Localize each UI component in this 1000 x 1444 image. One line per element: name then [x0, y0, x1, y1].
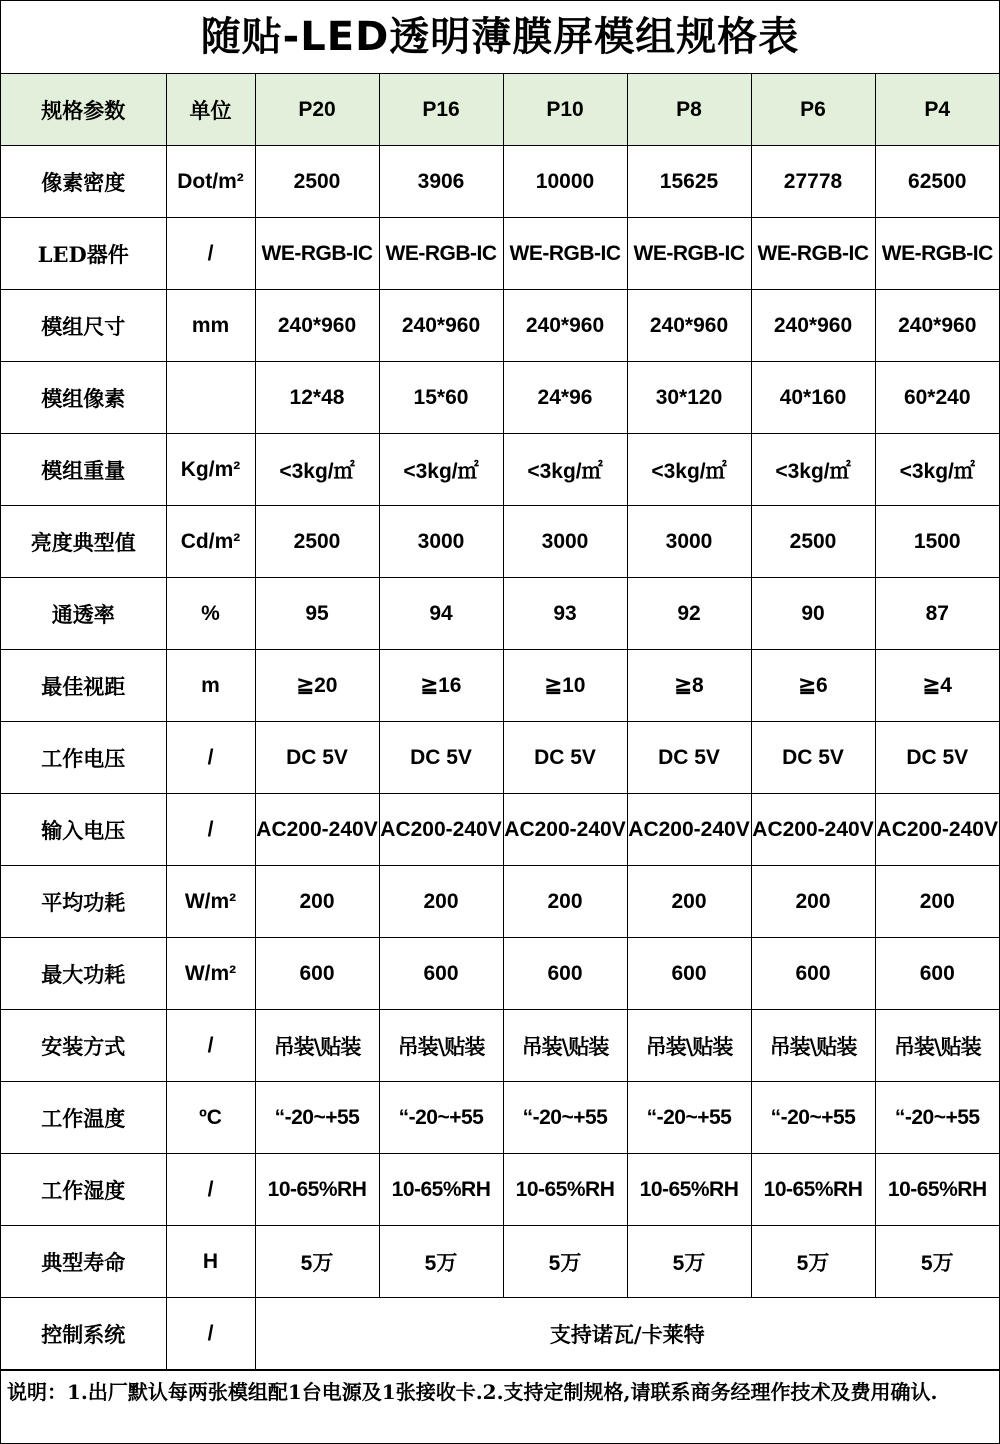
unit-cell: mm [166, 290, 255, 362]
value-cell: 200 [379, 866, 503, 938]
value-cell: DC 5V [627, 722, 751, 794]
value-cell: <3kg/㎡ [875, 434, 999, 506]
table-row [1, 146, 999, 218]
table-row [1, 938, 999, 1010]
table-row [1, 866, 999, 938]
value-cell: 5万 [379, 1226, 503, 1298]
value-cell: 2500 [751, 506, 875, 578]
param-label: 典型寿命 [1, 1226, 166, 1298]
value-cell: ≧4 [875, 650, 999, 722]
value-cell: 10-65%RH [751, 1154, 875, 1226]
table-row [1, 362, 999, 434]
param-label: 最佳视距 [1, 650, 166, 722]
unit-cell: Dot/m² [166, 146, 255, 218]
value-cell: 吊装\贴装 [255, 1010, 379, 1082]
value-cell: 200 [751, 866, 875, 938]
value-cell: 10-65%RH [503, 1154, 627, 1226]
value-cell: DC 5V [255, 722, 379, 794]
value-cell: <3kg/㎡ [627, 434, 751, 506]
table-row [1, 506, 999, 578]
value-cell: AC200-240V [503, 794, 627, 866]
value-cell: WE-RGB-IC [503, 218, 627, 290]
header-model: P6 [751, 74, 875, 146]
value-cell: “-20~+55 [875, 1082, 999, 1154]
control-system-row [1, 1298, 999, 1370]
value-cell: 600 [379, 938, 503, 1010]
value-cell: 吊装\贴装 [503, 1010, 627, 1082]
value-cell: 92 [627, 578, 751, 650]
value-cell: 200 [875, 866, 999, 938]
value-cell: AC200-240V [875, 794, 999, 866]
value-cell: “-20~+55 [379, 1082, 503, 1154]
value-cell: <3kg/㎡ [503, 434, 627, 506]
header-model: P8 [627, 74, 751, 146]
value-cell: <3kg/㎡ [255, 434, 379, 506]
value-cell: 200 [503, 866, 627, 938]
value-cell: 3000 [379, 506, 503, 578]
value-cell: 30*120 [627, 362, 751, 434]
value-cell: 3000 [503, 506, 627, 578]
param-label: 模组像素 [1, 362, 166, 434]
value-cell: 240*960 [379, 290, 503, 362]
value-cell: 87 [875, 578, 999, 650]
value-cell: 3906 [379, 146, 503, 218]
header-model: P16 [379, 74, 503, 146]
value-cell: AC200-240V [255, 794, 379, 866]
value-cell: 10-65%RH [875, 1154, 999, 1226]
param-label: 最大功耗 [1, 938, 166, 1010]
unit-cell: ºC [166, 1082, 255, 1154]
table-row [1, 1226, 999, 1298]
unit-cell [166, 362, 255, 434]
value-cell: 27778 [751, 146, 875, 218]
value-cell: 60*240 [875, 362, 999, 434]
value-cell: 15*60 [379, 362, 503, 434]
table-row [1, 1010, 999, 1082]
param-label: 通透率 [1, 578, 166, 650]
unit-cell: m [166, 650, 255, 722]
unit-cell: / [166, 1154, 255, 1226]
value-cell: 40*160 [751, 362, 875, 434]
table-row [1, 434, 999, 506]
value-cell: 240*960 [503, 290, 627, 362]
unit-cell: % [166, 578, 255, 650]
value-cell: DC 5V [503, 722, 627, 794]
value-cell: 90 [751, 578, 875, 650]
table-row [1, 794, 999, 866]
value-cell: 240*960 [751, 290, 875, 362]
value-cell: 10000 [503, 146, 627, 218]
param-label: 平均功耗 [1, 866, 166, 938]
value-cell: DC 5V [751, 722, 875, 794]
value-cell: 600 [255, 938, 379, 1010]
header-model: P10 [503, 74, 627, 146]
param-label: 工作电压 [1, 722, 166, 794]
value-cell: 吊装\贴装 [379, 1010, 503, 1082]
unit-cell: Cd/m² [166, 506, 255, 578]
header-model: P4 [875, 74, 999, 146]
value-cell: ≧6 [751, 650, 875, 722]
value-cell: WE-RGB-IC [379, 218, 503, 290]
value-cell: ≧10 [503, 650, 627, 722]
header-param: 规格参数 [1, 74, 166, 146]
value-cell: 5万 [503, 1226, 627, 1298]
value-cell: AC200-240V [627, 794, 751, 866]
value-cell: 15625 [627, 146, 751, 218]
param-label: 输入电压 [1, 794, 166, 866]
value-cell: 600 [503, 938, 627, 1010]
value-cell: ≧16 [379, 650, 503, 722]
table-row [1, 722, 999, 794]
value-cell: 12*48 [255, 362, 379, 434]
unit-cell: / [166, 1010, 255, 1082]
value-cell: 5万 [255, 1226, 379, 1298]
value-cell: 240*960 [255, 290, 379, 362]
unit-cell: / [166, 218, 255, 290]
param-label: 像素密度 [1, 146, 166, 218]
table-row [1, 650, 999, 722]
value-cell: WE-RGB-IC [255, 218, 379, 290]
param-label: LED器件 [1, 218, 166, 290]
value-cell: ≧8 [627, 650, 751, 722]
value-cell: 600 [627, 938, 751, 1010]
param-label: 工作温度 [1, 1082, 166, 1154]
value-cell: 3000 [627, 506, 751, 578]
unit-cell: / [166, 1298, 255, 1370]
table-row [1, 218, 999, 290]
header-unit: 单位 [166, 74, 255, 146]
value-cell: 240*960 [875, 290, 999, 362]
value-cell: 24*96 [503, 362, 627, 434]
value-cell: AC200-240V [379, 794, 503, 866]
param-label: 模组尺寸 [1, 290, 166, 362]
value-cell: WE-RGB-IC [875, 218, 999, 290]
param-label: 安装方式 [1, 1010, 166, 1082]
value-cell: 10-65%RH [379, 1154, 503, 1226]
value-cell: “-20~+55 [751, 1082, 875, 1154]
value-cell: “-20~+55 [627, 1082, 751, 1154]
unit-cell: Kg/m² [166, 434, 255, 506]
value-cell: “-20~+55 [503, 1082, 627, 1154]
page-title: 随贴-LED透明薄膜屏模组规格表 [1, 1, 999, 74]
value-cell: DC 5V [379, 722, 503, 794]
value-cell: 93 [503, 578, 627, 650]
value-cell: 10-65%RH [255, 1154, 379, 1226]
unit-cell: H [166, 1226, 255, 1298]
value-cell: 62500 [875, 146, 999, 218]
control-system-value: 支持诺瓦/卡莱特 [255, 1298, 999, 1370]
value-cell: 吊装\贴装 [627, 1010, 751, 1082]
value-cell: 5万 [875, 1226, 999, 1298]
unit-cell: W/m² [166, 938, 255, 1010]
param-label: 控制系统 [1, 1298, 166, 1370]
table-row [1, 578, 999, 650]
param-label: 工作湿度 [1, 1154, 166, 1226]
unit-cell: / [166, 794, 255, 866]
value-cell: WE-RGB-IC [751, 218, 875, 290]
value-cell: 5万 [751, 1226, 875, 1298]
value-cell: “-20~+55 [255, 1082, 379, 1154]
header-row [1, 74, 999, 146]
value-cell: 10-65%RH [627, 1154, 751, 1226]
value-cell: 2500 [255, 506, 379, 578]
value-cell: 吊装\贴装 [751, 1010, 875, 1082]
value-cell: 200 [627, 866, 751, 938]
unit-cell: W/m² [166, 866, 255, 938]
value-cell: 200 [255, 866, 379, 938]
value-cell: 95 [255, 578, 379, 650]
value-cell: ≧20 [255, 650, 379, 722]
unit-cell: / [166, 722, 255, 794]
param-label: 亮度典型值 [1, 506, 166, 578]
table-row [1, 1154, 999, 1226]
value-cell: AC200-240V [751, 794, 875, 866]
value-cell: <3kg/㎡ [379, 434, 503, 506]
value-cell: WE-RGB-IC [627, 218, 751, 290]
header-model: P20 [255, 74, 379, 146]
param-label: 模组重量 [1, 434, 166, 506]
value-cell: <3kg/㎡ [751, 434, 875, 506]
spec-table [1, 74, 999, 1370]
footnote: 说明：1.出厂默认每两张模组配1台电源及1张接收卡.2.支持定制规格,请联系商务经理作技术及费用确认. [1, 1370, 999, 1407]
value-cell: 600 [751, 938, 875, 1010]
value-cell: 600 [875, 938, 999, 1010]
table-row [1, 1082, 999, 1154]
value-cell: 94 [379, 578, 503, 650]
table-row [1, 290, 999, 362]
value-cell: 吊装\贴装 [875, 1010, 999, 1082]
value-cell: 240*960 [627, 290, 751, 362]
value-cell: 5万 [627, 1226, 751, 1298]
value-cell: 2500 [255, 146, 379, 218]
value-cell: DC 5V [875, 722, 999, 794]
value-cell: 1500 [875, 506, 999, 578]
